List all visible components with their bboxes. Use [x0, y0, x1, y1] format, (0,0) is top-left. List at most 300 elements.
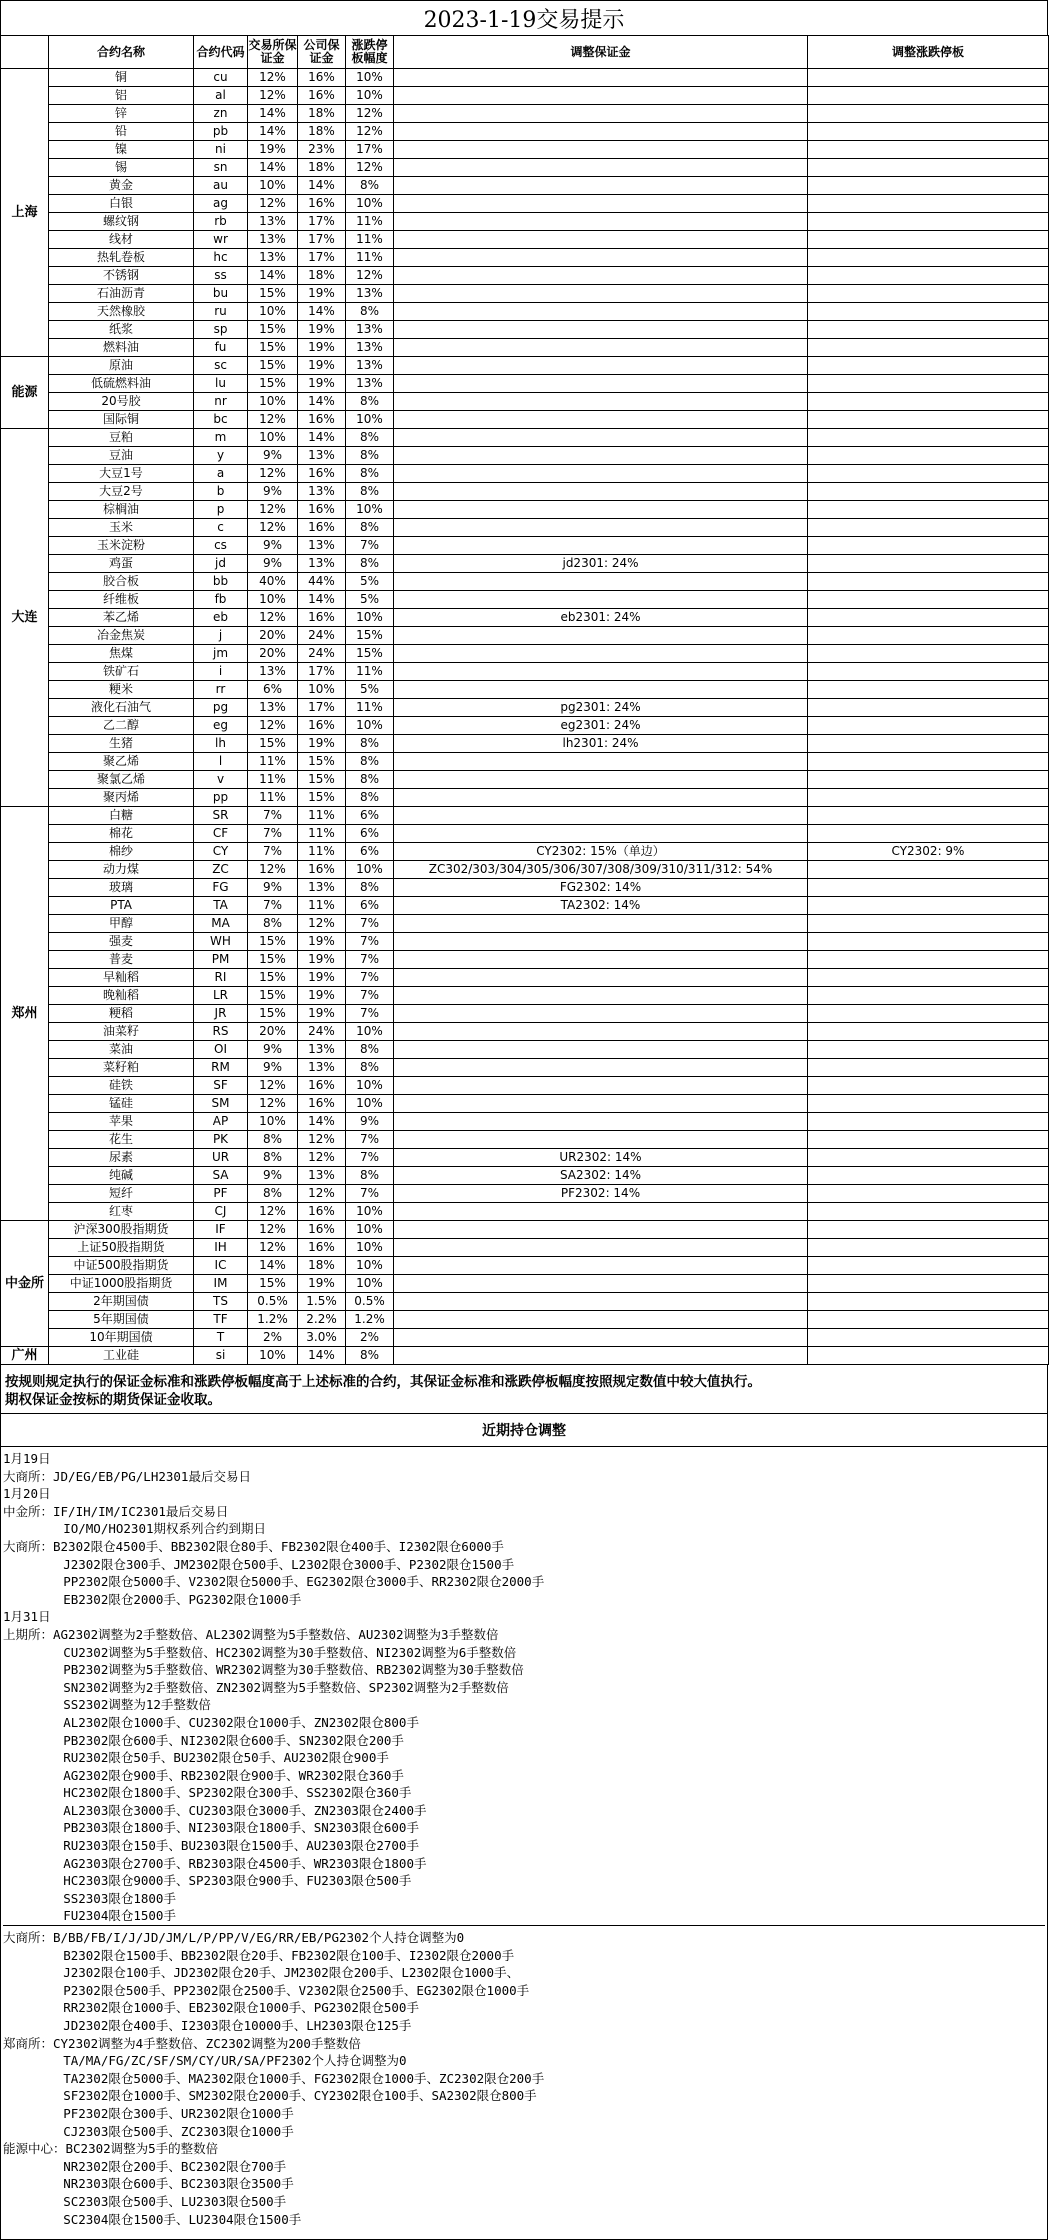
adjusted-margin-cell: [394, 681, 808, 699]
contract-name-cell: 大豆1号: [49, 465, 194, 483]
adjusted-margin-cell: [394, 303, 808, 321]
adjusted-margin-cell: [394, 1203, 808, 1221]
company-margin-cell: 14%: [298, 1347, 346, 1365]
contract-name-cell: 短纤: [49, 1185, 194, 1203]
contract-code-cell: j: [194, 627, 248, 645]
adjustment-line: PB2302限仓600手、NI2302限仓600手、SN2302限仓200手: [3, 1732, 404, 1748]
table-row: [1, 1347, 1049, 1365]
table-row: [1, 375, 1049, 393]
exchange-label: 上海: [1, 69, 49, 357]
contract-code-cell: b: [194, 483, 248, 501]
price-limit-cell: 8%: [346, 735, 394, 753]
price-limit-cell: 8%: [346, 177, 394, 195]
adjusted-limit-cell: [808, 177, 1049, 195]
exchange-margin-cell: 14%: [248, 105, 298, 123]
exchange-margin-cell: 15%: [248, 951, 298, 969]
contract-code-cell: v: [194, 771, 248, 789]
adjusted-margin-cell: TA2302: 14%: [394, 897, 808, 915]
adjusted-limit-cell: [808, 1275, 1049, 1293]
contract-code-cell: JR: [194, 1005, 248, 1023]
adjusted-limit-cell: [808, 1023, 1049, 1041]
price-limit-cell: 8%: [346, 1347, 394, 1365]
adjusted-margin-cell: CY2302: 15%（单边）: [394, 843, 808, 861]
company-margin-cell: 11%: [298, 825, 346, 843]
exchange-margin-cell: 8%: [248, 915, 298, 933]
adjusted-margin-cell: [394, 1023, 808, 1041]
company-margin-cell: 16%: [298, 861, 346, 879]
contract-name-cell: 锌: [49, 105, 194, 123]
contract-code-cell: si: [194, 1347, 248, 1365]
adjusted-margin-cell: [394, 807, 808, 825]
adjusted-margin-cell: lh2301: 24%: [394, 735, 808, 753]
price-limit-cell: 6%: [346, 897, 394, 915]
contract-code-cell: bc: [194, 411, 248, 429]
price-limit-cell: 10%: [346, 195, 394, 213]
contract-name-cell: 黄金: [49, 177, 194, 195]
table-row: [1, 393, 1049, 411]
adjusted-limit-cell: [808, 87, 1049, 105]
exchange-margin-cell: 15%: [248, 969, 298, 987]
contract-code-cell: SF: [194, 1077, 248, 1095]
adjusted-margin-cell: [394, 393, 808, 411]
contract-name-cell: 纤维板: [49, 591, 194, 609]
adjusted-margin-cell: [394, 357, 808, 375]
contract-code-cell: sn: [194, 159, 248, 177]
price-limit-cell: 9%: [346, 1113, 394, 1131]
table-row: [1, 1329, 1049, 1347]
price-limit-cell: 7%: [346, 1185, 394, 1203]
adjustment-line: CU2302调整为5手整数倍、HC2302调整为30手整数倍、NI2302调整为6手整数倍: [3, 1644, 517, 1660]
table-row: [1, 789, 1049, 807]
exchange-margin-cell: 11%: [248, 771, 298, 789]
company-margin-cell: 13%: [298, 1041, 346, 1059]
contract-name-cell: 粳稻: [49, 1005, 194, 1023]
contract-name-cell: 油菜籽: [49, 1023, 194, 1041]
company-margin-cell: 12%: [298, 915, 346, 933]
table-row: [1, 771, 1049, 789]
table-row: [1, 1185, 1049, 1203]
price-limit-cell: 8%: [346, 879, 394, 897]
table-row: [1, 483, 1049, 501]
price-limit-cell: 8%: [346, 393, 394, 411]
contract-code-cell: SR: [194, 807, 248, 825]
adjustment-line: 大商所：JD/EG/EB/PG/LH2301最后交易日: [3, 1468, 251, 1484]
adjustment-line: IO/MO/HO2301期权系列合约到期日: [3, 1521, 267, 1537]
table-row: [1, 267, 1049, 285]
contract-code-cell: TS: [194, 1293, 248, 1311]
adjusted-limit-cell: [808, 393, 1049, 411]
company-margin-cell: 11%: [298, 897, 346, 915]
adjustment-line: RU2303限仓150手、BU2303限仓1500手、AU2303限仓2700手: [3, 1838, 419, 1854]
exchange-margin-cell: 0.5%: [248, 1293, 298, 1311]
adjusted-limit-cell: [808, 465, 1049, 483]
adjusted-margin-cell: [394, 483, 808, 501]
company-margin-cell: 14%: [298, 303, 346, 321]
contract-code-cell: jd: [194, 555, 248, 573]
price-limit-cell: 11%: [346, 699, 394, 717]
adjusted-limit-cell: [808, 1293, 1049, 1311]
table-row: [1, 1059, 1049, 1077]
contract-name-cell: 铁矿石: [49, 663, 194, 681]
position-adjustments-body: [1, 1447, 1047, 2228]
adjusted-margin-cell: pg2301: 24%: [394, 699, 808, 717]
contract-code-cell: rb: [194, 213, 248, 231]
company-margin-cell: 2.2%: [298, 1311, 346, 1329]
adjusted-limit-cell: [808, 1059, 1049, 1077]
price-limit-cell: 13%: [346, 321, 394, 339]
contract-name-cell: 液化石油气: [49, 699, 194, 717]
contract-name-cell: 20号胶: [49, 393, 194, 411]
price-limit-cell: 8%: [346, 447, 394, 465]
company-margin-cell: 16%: [298, 501, 346, 519]
exchange-margin-cell: 10%: [248, 1347, 298, 1365]
price-limit-cell: 0.5%: [346, 1293, 394, 1311]
adjusted-limit-cell: [808, 267, 1049, 285]
exchange-margin-cell: 19%: [248, 141, 298, 159]
price-limit-cell: 8%: [346, 1167, 394, 1185]
company-margin-cell: 16%: [298, 1095, 346, 1113]
price-limit-cell: 8%: [346, 429, 394, 447]
contract-code-cell: PK: [194, 1131, 248, 1149]
contract-code-cell: pb: [194, 123, 248, 141]
adjusted-limit-cell: [808, 249, 1049, 267]
exchange-margin-cell: 20%: [248, 627, 298, 645]
company-margin-cell: 19%: [298, 1275, 346, 1293]
adjusted-limit-cell: [808, 591, 1049, 609]
adjusted-limit-cell: [808, 789, 1049, 807]
adjustment-line: J2302限仓100手、JD2302限仓20手、JM2302限仓200手、L2302限仓1000手、: [3, 1965, 520, 1981]
price-limit-cell: 6%: [346, 807, 394, 825]
exchange-margin-cell: 9%: [248, 537, 298, 555]
adjusted-limit-cell: [808, 1149, 1049, 1167]
table-row: [1, 1203, 1049, 1221]
adjustment-line: 上期所：AG2302调整为2手整数倍、AL2302调整为5手整数倍、AU2302调整为3手整数倍: [3, 1626, 499, 1642]
adjusted-limit-cell: [808, 357, 1049, 375]
exchange-margin-cell: 20%: [248, 1023, 298, 1041]
adjusted-margin-cell: [394, 933, 808, 951]
header-exchange: [1, 36, 49, 69]
table-row: [1, 357, 1049, 375]
company-margin-cell: 17%: [298, 249, 346, 267]
company-margin-cell: 16%: [298, 1239, 346, 1257]
contract-code-cell: ni: [194, 141, 248, 159]
table-row: [1, 627, 1049, 645]
adjusted-margin-cell: PF2302: 14%: [394, 1185, 808, 1203]
adjustment-line: 大商所：B2302限仓4500手、BB2302限仓80手、FB2302限仓400手、I2302限仓6000手: [3, 1538, 504, 1554]
exchange-margin-cell: 12%: [248, 1095, 298, 1113]
table-row: [1, 987, 1049, 1005]
adjusted-limit-cell: [808, 303, 1049, 321]
adjustment-line: PB2302调整为5手整数倍、WR2302调整为30手整数倍、RB2302调整为30手整数倍: [3, 1662, 524, 1678]
company-margin-cell: 1.5%: [298, 1293, 346, 1311]
company-margin-cell: 14%: [298, 429, 346, 447]
adjusted-limit-cell: CY2302: 9%: [808, 843, 1049, 861]
company-margin-cell: 12%: [298, 1149, 346, 1167]
contract-code-cell: ss: [194, 267, 248, 285]
company-margin-cell: 13%: [298, 537, 346, 555]
adjustment-line: TA2302限仓5000手、MA2302限仓1000手、FG2302限仓1000手、ZC2302限仓200手: [3, 2070, 545, 2086]
exchange-margin-cell: 15%: [248, 1005, 298, 1023]
contract-code-cell: TF: [194, 1311, 248, 1329]
exchange-margin-cell: 12%: [248, 87, 298, 105]
company-margin-cell: 16%: [298, 195, 346, 213]
adjustment-line: NR2302限仓200手、BC2302限仓700手: [3, 2158, 287, 2174]
price-limit-cell: 10%: [346, 861, 394, 879]
header-price-limit: 涨跌停板幅度: [346, 36, 394, 69]
exchange-margin-cell: 13%: [248, 249, 298, 267]
exchange-margin-cell: 12%: [248, 519, 298, 537]
adjusted-limit-cell: [808, 1311, 1049, 1329]
adjusted-limit-cell: [808, 609, 1049, 627]
exchange-margin-cell: 12%: [248, 501, 298, 519]
contract-code-cell: cu: [194, 69, 248, 87]
contract-name-cell: 普麦: [49, 951, 194, 969]
exchange-margin-cell: 12%: [248, 861, 298, 879]
adjustment-line: HC2303限仓9000手、SP2303限仓900手、FU2303限仓500手: [3, 1873, 412, 1889]
position-adjustments-panel: [0, 1414, 1048, 2240]
table-row: [1, 807, 1049, 825]
contract-name-cell: 天然橡胶: [49, 303, 194, 321]
table-row: [1, 501, 1049, 519]
company-margin-cell: 16%: [298, 717, 346, 735]
adjustment-line: CJ2303限仓500手、ZC2303限仓1000手: [3, 2123, 294, 2139]
table-row: [1, 951, 1049, 969]
adjusted-margin-cell: [394, 213, 808, 231]
contract-code-cell: FG: [194, 879, 248, 897]
price-limit-cell: 10%: [346, 1257, 394, 1275]
adjusted-margin-cell: [394, 1077, 808, 1095]
table-row: [1, 123, 1049, 141]
adjustment-line: P2302限仓500手、PP2302限仓2500手、V2302限仓2500手、EG2302限仓1000手: [3, 1982, 530, 1998]
adjustment-line: B2302限仓1500手、BB2302限仓20手、FB2302限仓100手、I2302限仓2000手: [3, 1947, 515, 1963]
contract-code-cell: i: [194, 663, 248, 681]
adjustment-line: AG2303限仓2700手、RB2303限仓4500手、WR2303限仓1800手: [3, 1855, 427, 1871]
adjustment-line: AL2303限仓3000手、CU2303限仓3000手、ZN2303限仓2400手: [3, 1802, 427, 1818]
table-row: [1, 159, 1049, 177]
table-row: [1, 969, 1049, 987]
price-limit-cell: 1.2%: [346, 1311, 394, 1329]
table-row: [1, 1095, 1049, 1113]
contract-code-cell: SA: [194, 1167, 248, 1185]
adjustment-line: SN2302调整为2手整数倍、ZN2302调整为5手整数倍、SP2302调整为2手整数倍: [3, 1679, 509, 1695]
contract-name-cell: 尿素: [49, 1149, 194, 1167]
adjustment-line: EB2302限仓2000手、PG2302限仓1000手: [3, 1591, 302, 1607]
contract-name-cell: 冶金焦炭: [49, 627, 194, 645]
price-limit-cell: 7%: [346, 951, 394, 969]
table-row: [1, 1239, 1049, 1257]
adjusted-margin-cell: [394, 663, 808, 681]
adjusted-margin-cell: [394, 501, 808, 519]
price-limit-cell: 11%: [346, 249, 394, 267]
company-margin-cell: 13%: [298, 483, 346, 501]
contract-name-cell: 乙二醇: [49, 717, 194, 735]
company-margin-cell: 11%: [298, 807, 346, 825]
contract-name-cell: 粳米: [49, 681, 194, 699]
table-row: [1, 1149, 1049, 1167]
adjusted-limit-cell: [808, 717, 1049, 735]
contract-code-cell: AP: [194, 1113, 248, 1131]
price-limit-cell: 15%: [346, 627, 394, 645]
contract-name-cell: 苹果: [49, 1113, 194, 1131]
adjusted-margin-cell: [394, 519, 808, 537]
contract-name-cell: 白银: [49, 195, 194, 213]
adjusted-limit-cell: [808, 897, 1049, 915]
exchange-margin-cell: 15%: [248, 1275, 298, 1293]
table-row: [1, 1257, 1049, 1275]
company-margin-cell: 11%: [298, 843, 346, 861]
adjusted-limit-cell: [808, 951, 1049, 969]
table-row: [1, 1221, 1049, 1239]
contract-code-cell: LR: [194, 987, 248, 1005]
contract-name-cell: 棉花: [49, 825, 194, 843]
company-margin-cell: 12%: [298, 1131, 346, 1149]
contract-code-cell: p: [194, 501, 248, 519]
adjusted-margin-cell: [394, 159, 808, 177]
adjusted-margin-cell: [394, 645, 808, 663]
adjusted-margin-cell: [394, 591, 808, 609]
exchange-margin-cell: 12%: [248, 1221, 298, 1239]
header-adjusted-limit: 调整涨跌停板: [808, 36, 1049, 69]
company-margin-cell: 13%: [298, 447, 346, 465]
contract-name-cell: 花生: [49, 1131, 194, 1149]
table-row: [1, 339, 1049, 357]
margin-table: [0, 35, 1049, 1365]
contract-name-cell: 聚丙烯: [49, 789, 194, 807]
company-margin-cell: 16%: [298, 69, 346, 87]
exchange-label: 大连: [1, 429, 49, 807]
adjusted-margin-cell: [394, 411, 808, 429]
contract-code-cell: MA: [194, 915, 248, 933]
price-limit-cell: 12%: [346, 105, 394, 123]
adjustment-line: 能源中心：BC2302调整为5手的整数倍: [3, 2141, 219, 2157]
price-limit-cell: 8%: [346, 789, 394, 807]
contract-name-cell: 菜籽粕: [49, 1059, 194, 1077]
adjusted-margin-cell: [394, 1293, 808, 1311]
price-limit-cell: 8%: [346, 465, 394, 483]
contract-name-cell: 豆粕: [49, 429, 194, 447]
header-contract-name: 合约名称: [49, 36, 194, 69]
adjusted-margin-cell: UR2302: 14%: [394, 1149, 808, 1167]
price-limit-cell: 7%: [346, 969, 394, 987]
table-row: [1, 933, 1049, 951]
contract-code-cell: hc: [194, 249, 248, 267]
adjusted-limit-cell: [808, 663, 1049, 681]
contract-name-cell: 原油: [49, 357, 194, 375]
adjusted-limit-cell: [808, 681, 1049, 699]
table-row: [1, 1311, 1049, 1329]
contract-name-cell: 玉米淀粉: [49, 537, 194, 555]
contract-code-cell: wr: [194, 231, 248, 249]
adjusted-limit-cell: [808, 123, 1049, 141]
price-limit-cell: 12%: [346, 267, 394, 285]
price-limit-cell: 13%: [346, 357, 394, 375]
contract-code-cell: lu: [194, 375, 248, 393]
table-row: [1, 555, 1049, 573]
price-limit-cell: 7%: [346, 1131, 394, 1149]
adjusted-margin-cell: [394, 375, 808, 393]
table-row: [1, 285, 1049, 303]
contract-name-cell: 玉米: [49, 519, 194, 537]
exchange-margin-cell: 10%: [248, 177, 298, 195]
company-margin-cell: 19%: [298, 951, 346, 969]
exchange-margin-cell: 10%: [248, 591, 298, 609]
company-margin-cell: 18%: [298, 1257, 346, 1275]
adjustment-line: 郑商所：CY2302调整为4手整数倍、ZC2302调整为200手整数倍: [3, 2035, 361, 2051]
company-margin-cell: 3.0%: [298, 1329, 346, 1347]
adjustment-line: PP2302限仓5000手、V2302限仓5000手、EG2302限仓3000手、RR2302限仓2000手: [3, 1574, 545, 1590]
table-row: [1, 1023, 1049, 1041]
contract-name-cell: 玻璃: [49, 879, 194, 897]
contract-name-cell: 工业硅: [49, 1347, 194, 1365]
adjusted-limit-cell: [808, 411, 1049, 429]
price-limit-cell: 5%: [346, 681, 394, 699]
adjusted-margin-cell: [394, 789, 808, 807]
adjusted-margin-cell: [394, 825, 808, 843]
adjusted-limit-cell: [808, 987, 1049, 1005]
contract-code-cell: a: [194, 465, 248, 483]
contract-name-cell: 焦煤: [49, 645, 194, 663]
adjustment-line: AG2302限仓900手、RB2302限仓900手、WR2302限仓360手: [3, 1767, 404, 1783]
adjusted-margin-cell: [394, 987, 808, 1005]
adjusted-limit-cell: [808, 915, 1049, 933]
contract-name-cell: 石油沥青: [49, 285, 194, 303]
price-limit-cell: 11%: [346, 663, 394, 681]
adjustment-line: PF2302限仓300手、UR2302限仓1000手: [3, 2105, 294, 2121]
adjusted-margin-cell: [394, 339, 808, 357]
header-company-margin: 公司保证金: [298, 36, 346, 69]
adjustment-line: PB2303限仓1800手、NI2303限仓1800手、SN2303限仓600手: [3, 1820, 419, 1836]
company-margin-cell: 19%: [298, 735, 346, 753]
table-row: [1, 915, 1049, 933]
adjustment-line: RU2302限仓50手、BU2302限仓50手、AU2302限仓900手: [3, 1750, 389, 1766]
exchange-margin-cell: 12%: [248, 609, 298, 627]
contract-code-cell: RM: [194, 1059, 248, 1077]
table-row: [1, 717, 1049, 735]
price-limit-cell: 12%: [346, 159, 394, 177]
table-row: [1, 1293, 1049, 1311]
adjusted-margin-cell: [394, 123, 808, 141]
company-margin-cell: 14%: [298, 177, 346, 195]
table-row: [1, 411, 1049, 429]
adjusted-margin-cell: FG2302: 14%: [394, 879, 808, 897]
exchange-margin-cell: 9%: [248, 1167, 298, 1185]
price-limit-cell: 8%: [346, 1059, 394, 1077]
price-limit-cell: 10%: [346, 609, 394, 627]
exchange-margin-cell: 14%: [248, 1257, 298, 1275]
rules-note-line: 按规则规定执行的保证金标准和涨跌停板幅度高于上述标准的合约，其保证金标准和涨跌停板幅度按照规定数值中较大值执行。: [5, 1374, 761, 1390]
contract-name-cell: 晚籼稻: [49, 987, 194, 1005]
exchange-margin-cell: 11%: [248, 753, 298, 771]
adjusted-limit-cell: [808, 825, 1049, 843]
adjusted-margin-cell: [394, 1095, 808, 1113]
adjusted-limit-cell: [808, 105, 1049, 123]
table-row: [1, 735, 1049, 753]
contract-name-cell: 鸡蛋: [49, 555, 194, 573]
contract-name-cell: 豆油: [49, 447, 194, 465]
price-limit-cell: 10%: [346, 717, 394, 735]
table-row: [1, 465, 1049, 483]
exchange-margin-cell: 12%: [248, 465, 298, 483]
price-limit-cell: 2%: [346, 1329, 394, 1347]
adjustment-line: 1月19日: [3, 1451, 51, 1466]
contract-name-cell: 大豆2号: [49, 483, 194, 501]
contract-code-cell: al: [194, 87, 248, 105]
exchange-margin-cell: 9%: [248, 555, 298, 573]
company-margin-cell: 19%: [298, 339, 346, 357]
exchange-margin-cell: 12%: [248, 69, 298, 87]
exchange-margin-cell: 12%: [248, 195, 298, 213]
price-limit-cell: 8%: [346, 303, 394, 321]
